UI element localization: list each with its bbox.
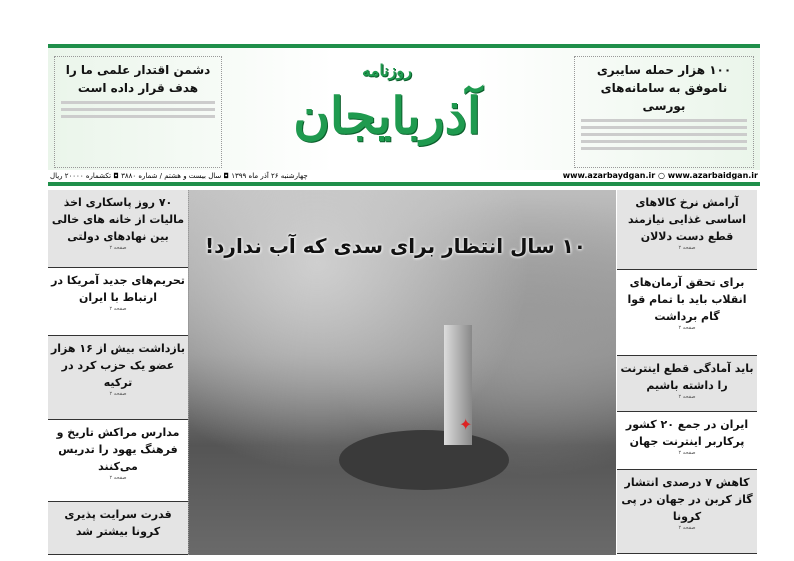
main-photo[interactable]: [188, 190, 616, 555]
issue-info: چهارشنبه ۲۶ آذر ماه ۱۳۹۹ ◘ سال بیست و هشتم / شماره ۳۸۸۰ ◘ تکشماره ۲۰۰۰۰ ریال: [50, 172, 308, 180]
news-item[interactable]: [48, 336, 188, 420]
page-ref: صفحه ۲: [109, 391, 127, 397]
websites[interactable]: www.azarbaydgan.ir ○ www.azarbaidgan.ir: [562, 171, 758, 180]
news-item[interactable]: [48, 502, 188, 555]
item-title: قدرت سرایت پذیری کرونا بیشتر شد: [64, 508, 172, 538]
logo-text: آذربایجان: [293, 86, 481, 145]
masthead-right-box[interactable]: [574, 56, 754, 168]
dateline: [48, 170, 760, 186]
page-ref: صفحه ۲: [678, 394, 696, 400]
watermark-logo: ✦: [459, 415, 473, 434]
page-ref: صفحه ۲: [678, 325, 696, 331]
news-item[interactable]: [617, 190, 757, 270]
news-item[interactable]: [617, 470, 757, 554]
page-ref: صفحه ۲: [678, 245, 696, 251]
item-title: ایران در جمع ۲۰ کشور پرکاربر اینترنت جهان: [625, 418, 749, 448]
news-item[interactable]: [617, 356, 757, 412]
main-headline[interactable]: ۱۰ سال انتظار برای سدی که آب ندارد!: [205, 234, 586, 258]
page-ref: صفحه ۲: [109, 245, 127, 251]
item-title: کاهش ۷ درصدی انتشار گاز کربن در جهان در پی کرونا: [621, 476, 753, 523]
item-title: مدارس مراکش تاریخ و فرهنگ یهود را تدریس می‌کنند: [56, 426, 180, 473]
item-title: برای تحقق آرمان‌های انقلاب باید با تمام قوا گام برداشت: [627, 276, 747, 323]
news-item[interactable]: [617, 412, 757, 470]
item-title: تحریم‌های جدید آمریکا در ارتباط با ایران: [51, 274, 185, 304]
newspaper-logo: [262, 46, 512, 166]
left-column: [48, 190, 188, 555]
logo-small: روزنامه: [362, 61, 412, 80]
item-title: آرامش نرخ کالاهای اساسی غذایی نیازمند قطع دست دلالان: [628, 196, 746, 243]
page-ref: صفحه ۲: [678, 450, 696, 456]
news-item[interactable]: [617, 270, 757, 356]
page-ref: صفحه ۲: [109, 306, 127, 312]
news-item[interactable]: [48, 420, 188, 502]
left-box-title: دشمن اقتدار علمی ما را هدف قرار داده است: [65, 63, 211, 95]
item-title: باید آمادگی قطع اینترنت را داشته باشیم: [620, 362, 754, 392]
right-box-title: ۱۰۰ هزار حمله سایبری ناموفق به سامانه‌های بورسی: [596, 63, 732, 113]
item-title: ۷۰ روز پاسکاری اخذ مالیات از خانه های خالی بین نهادهای دولتی: [51, 196, 185, 243]
masthead-left-box[interactable]: [54, 56, 222, 168]
page-ref: صفحه ۲: [109, 475, 127, 481]
news-item[interactable]: [48, 190, 188, 268]
right-column: [617, 190, 757, 554]
reservoir: [339, 430, 509, 490]
news-item[interactable]: [48, 268, 188, 336]
page-ref: صفحه ۲: [678, 525, 696, 531]
item-title: بازداشت بیش از ۱۶ هزار عضو یک حزب کرد در ترکیه: [50, 342, 186, 389]
